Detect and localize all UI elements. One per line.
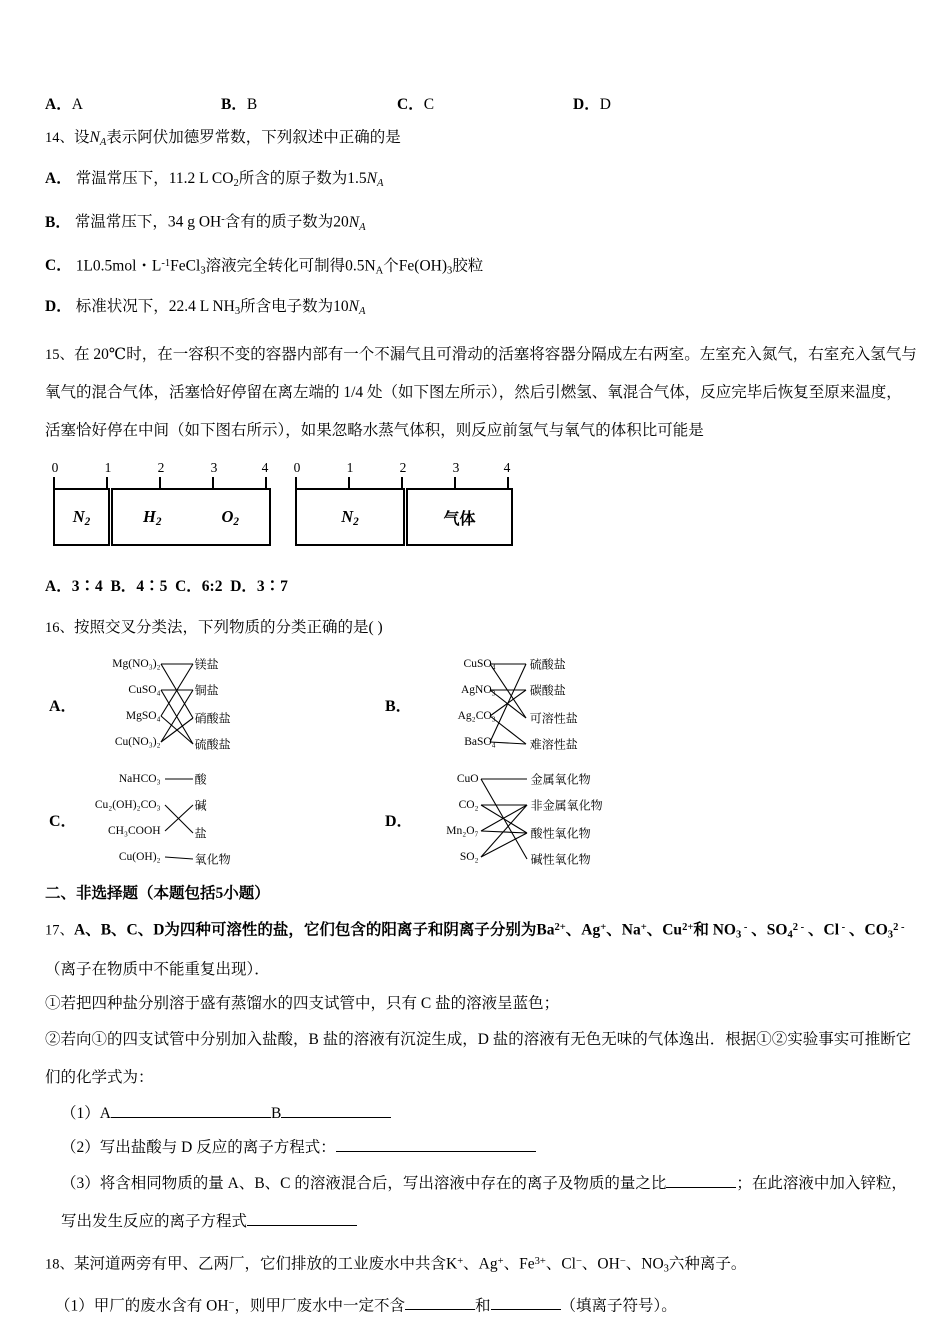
q16d-right-3: 碱性氧化物: [530, 852, 591, 867]
q17-item-2: ②若向①的四支试管中分别加入盐酸，B 盐的溶液有沉淀生成，D 盐的溶液有无色无味的气体逸出．根据①②实验事实可推断它们的化学式为：: [45, 1030, 912, 1086]
q16-option-c[interactable]: [49, 767, 279, 871]
question-18-stem: 18、某河道两旁有甲、乙两厂，它们排放的工业废水中共含K+、Ag+、$Fe^{3+}$、Cl−、OH−、$NO_3$六种离子。: [45, 1255, 747, 1275]
cell-formula: N: [72, 506, 85, 526]
q16-option-a[interactable]: [49, 652, 279, 756]
tick-label: 4: [503, 460, 511, 476]
q14-choice-c-letter: C．: [45, 257, 72, 275]
top-option-b-text: B: [246, 96, 258, 113]
q17-sub-2: [45, 1131, 917, 1165]
q16c-right-3: 氧化物: [194, 852, 231, 867]
q16-option-b[interactable]: [385, 652, 614, 756]
q18-sub-1: （1）甲厂的废水含有 OH−，则甲厂废水中一定不含 和 （填离子符号）。: [55, 1297, 677, 1315]
q14-symbol: N: [89, 129, 100, 146]
tick-label: 0: [293, 460, 301, 476]
q17-item-1: ①若把四种盐分别溶于盛有蒸馏水的四支试管中，只有 C 盐的溶液呈蓝色；: [45, 994, 560, 1012]
question-14-stem: [45, 120, 917, 161]
q17-sub3-b: ；在此溶液中加入锌粒，写出发生反应的离子方程式: [61, 1174, 907, 1230]
q16b-right-3: 难溶性盐: [529, 737, 578, 752]
q18-sub1-blank-b[interactable]: [491, 1309, 561, 1310]
q16d-left-3: SO₂: [459, 851, 479, 864]
q16c-left-0: NaHCO₃: [118, 773, 161, 786]
tick-mark: [53, 477, 55, 488]
q15-left-cell-n2: [55, 490, 108, 544]
q14-choice-b-symsub: A: [359, 221, 366, 233]
q14-choice-d-symsub: A: [358, 306, 366, 318]
q16b-right-1: 碳酸盐: [529, 683, 566, 698]
tick-mark: [507, 477, 509, 488]
q16b-left-3: BaSO₄: [464, 736, 496, 749]
q14-choice-a-sym: N: [366, 169, 377, 187]
top-option-d-text: D: [599, 96, 611, 113]
q16-option-a-tag: A．: [49, 697, 77, 715]
top-options-row: [45, 90, 917, 120]
q18-sub1-d: （填离子符号）。: [560, 1297, 677, 1315]
q14-choice-d[interactable]: [45, 289, 917, 330]
question-14-number: 14、: [45, 130, 74, 146]
tick-mark: [106, 477, 108, 488]
q16-option-c-diagram: [83, 767, 279, 871]
q17-sub1-blank-b[interactable]: [281, 1117, 391, 1118]
q14-choice-d-letter: D．: [45, 298, 72, 316]
tick-mark: [159, 477, 161, 488]
q16a-left-0: Mg(NO₃)₂: [112, 658, 161, 671]
cell-formula-sub: 2: [233, 515, 239, 528]
tick-mark: [295, 477, 297, 488]
q14-choice-c-sub4: 3: [447, 265, 453, 277]
q17-sub3-blank-b[interactable]: [247, 1225, 357, 1226]
q14-choice-c-sub2: 3: [200, 265, 206, 277]
q16b-left-2: Ag₂CO₃: [457, 710, 496, 723]
q16c-left-2: CH₃COOH: [107, 825, 161, 838]
q16d-right-2: 酸性氧化物: [530, 826, 591, 841]
q14-choice-d-sub1: 3: [234, 306, 241, 318]
q17-sub2-text: （2）写出盐酸与 D 反应的离子方程式：: [61, 1138, 336, 1156]
q14-choice-c-t4: 个Fe(OH): [383, 257, 447, 275]
q18-stem-a: 某河道两旁有甲、乙两厂，它们排放的工业废水中共含: [74, 1255, 447, 1273]
tick-mark: [265, 477, 267, 488]
q17-sub1-a: （1）A: [61, 1104, 111, 1122]
q16a-right-0: 镁盐: [194, 657, 219, 672]
q14-choice-b-sym: N: [348, 213, 360, 231]
tick-label: 2: [157, 460, 165, 476]
q15-stem-text: 在 20℃时，在一容积不变的容器内部有一个不漏气且可滑动的活塞将容器分隔成左右两室。左室充入氮气，右室充入氢气与氧气的混合气体，活塞恰好停留在离左端的 1/4 处（如下图左所示），然后引燃氢、氧混合气体，反应完毕后恢复至原来温度，活塞恰好停在中间（如下图右所示），如果忽略水蒸气体积，则反应前氢气与氧气的体积比可能是: [45, 346, 917, 440]
tick-mark: [212, 477, 214, 488]
question-16-number: 16、: [45, 620, 74, 637]
q17-sub1-blank-a[interactable]: [111, 1117, 271, 1118]
q16-option-d-tag: D．: [385, 812, 413, 830]
cell-formula-sub: 2: [155, 515, 162, 528]
q16a-right-2: 硝酸盐: [194, 711, 231, 726]
q18-sub1-a: （1）甲厂的废水含有 OH: [55, 1297, 229, 1315]
q14-choice-a-t2: 所含的原子数为1.5: [238, 169, 367, 187]
tick-label: 2: [399, 460, 407, 476]
q18-sub1-c: 和: [474, 1297, 491, 1315]
q16a-left-2: MgSO₄: [125, 710, 161, 723]
q15-choice-d-letter[interactable]: D．: [230, 578, 257, 596]
top-option-d-label: D．: [573, 96, 600, 113]
q14-choice-c-t1: 1L0.5mol・L: [75, 257, 162, 275]
q14-choice-d-sym: N: [348, 298, 359, 316]
q15-choice-a-text: 3∶4: [71, 578, 103, 596]
question-18-number: 18、: [45, 1256, 74, 1273]
q16b-left-0: CuSO₄: [463, 658, 496, 671]
q15-diagram-left: [53, 462, 271, 546]
top-option-b[interactable]: [221, 90, 397, 120]
q16c-right-0: 酸: [194, 772, 207, 787]
q14-choice-a-t1: 常温常压下，11.2 L CO: [75, 169, 234, 187]
q18-sub1-b: ，则甲厂废水中一定不含: [234, 1297, 405, 1315]
q17-sub1-b: B: [270, 1104, 282, 1122]
top-option-a-text: A: [71, 96, 83, 113]
q15-choice-b-text: 4∶5: [136, 578, 168, 596]
q14-stem-pre: 设: [74, 129, 90, 146]
q15-right-cell-gas: [408, 490, 511, 544]
q14-choice-a-sub1: 2: [233, 177, 239, 189]
top-option-a-label: A．: [45, 96, 72, 113]
top-option-a[interactable]: [45, 90, 221, 120]
q14-symbol-sub: A: [99, 136, 107, 148]
q17-sub2-blank[interactable]: [336, 1151, 536, 1152]
q16-option-b-tag: B．: [385, 697, 412, 715]
cell-formula-sub: 2: [353, 515, 359, 528]
q16-option-d[interactable]: [385, 767, 655, 871]
q14-choice-c[interactable]: [45, 246, 917, 290]
q14-choice-d-t2: 所含电子数为10: [240, 298, 349, 316]
q16-stem-text: 按照交叉分类法，下列物质的分类正确的是( ): [74, 619, 383, 637]
q16b-right-2: 可溶性盐: [529, 711, 578, 726]
q15-choices: [45, 570, 917, 604]
q14-choice-c-t5: 胶粒: [452, 257, 484, 275]
page-content: [45, 90, 917, 1323]
q17-sub3-a: （3）将含相同物质的量 A、B、C 的溶液混合后，写出溶液中存在的离子及物质的量之比: [61, 1174, 667, 1192]
q16-option-a-diagram: [83, 652, 279, 756]
crossline-svg: [418, 652, 614, 756]
q17-sub-3: [45, 1165, 917, 1241]
q16c-left-3: Cu(OH)₂: [118, 851, 161, 864]
q15-left-ruler: [53, 462, 271, 488]
tick-label: 1: [104, 460, 112, 476]
tick-mark: [401, 477, 403, 488]
top-option-c-text: C: [423, 96, 435, 113]
top-option-c[interactable]: [397, 90, 573, 120]
q14-choice-c-sup1: -1: [161, 257, 171, 269]
q16d-left-2: Mn₂O₇: [446, 825, 479, 838]
q17-line1-text: A、B、C、D为四种可溶性的盐，它们包含的阳离子和阴离子分别为: [74, 921, 537, 939]
q15-choice-c-letter[interactable]: C．: [175, 578, 202, 596]
q17-sub-1: [45, 1097, 917, 1131]
q16d-left-0: CuO: [456, 773, 479, 786]
cell-formula-sub: 2: [84, 515, 91, 528]
q14-choice-c-sub3: A: [375, 265, 384, 277]
q16c-right-2: 盐: [194, 826, 207, 841]
q14-choice-b-t1: 常温常压下，34 g OH: [74, 213, 222, 231]
q17-sub3-blank-a[interactable]: [666, 1187, 736, 1188]
cell-formula: N: [341, 506, 354, 526]
q15-left-cell-mixture: [113, 490, 269, 544]
q14-stem-post: 表示阿伏加德罗常数，下列叙述中正确的是: [106, 129, 401, 146]
question-15-number: 15、: [45, 347, 74, 364]
tick-label: 1: [346, 460, 354, 476]
q15-choice-c-text: 6:2: [201, 578, 223, 596]
q16c-left-1: Cu₂(OH)₂CO₃: [94, 799, 161, 812]
top-option-b-label: B．: [221, 96, 247, 113]
q16c-right-1: 碱: [194, 798, 207, 813]
q14-choice-a[interactable]: [45, 161, 917, 202]
section-2-heading: 二、非选择题（本题包括5小题）: [45, 885, 270, 903]
q14-choice-c-t2: FeCl: [170, 257, 201, 275]
tick-label: 3: [452, 460, 460, 476]
q14-choice-a-letter: A．: [45, 169, 72, 187]
q14-choice-c-t3: 溶液完全转化可制得0.5N: [205, 257, 376, 275]
question-17-number: 17、: [45, 922, 74, 939]
q16b-right-0: 硫酸盐: [529, 657, 566, 672]
q16a-left-3: Cu(NO₃)₂: [114, 736, 161, 749]
cell-formula: H: [143, 506, 156, 526]
question-16-stem: [45, 610, 917, 646]
q18-stem-b: 六种离子。: [668, 1255, 747, 1273]
q16a-left-1: CuSO₄: [128, 684, 161, 697]
q14-choice-a-symsub: A: [376, 177, 384, 189]
q14-choice-b-letter: B．: [45, 213, 71, 231]
q16-option-c-tag: C．: [49, 812, 77, 830]
top-option-d[interactable]: [573, 90, 749, 120]
q16d-right-1: 非金属氧化物: [530, 798, 603, 813]
cell-label: 气体: [443, 510, 476, 528]
tick-mark: [454, 477, 456, 488]
tick-mark: [348, 477, 350, 488]
q15-diagrams: [45, 462, 917, 554]
q15-choice-a-letter[interactable]: A．: [45, 578, 72, 596]
top-option-c-label: C．: [397, 96, 424, 113]
q15-right-ruler: [295, 462, 513, 488]
q16d-left-1: CO₂: [458, 799, 479, 812]
q17-line2: （离子在物质中不能重复出现）．: [45, 960, 270, 978]
q15-diagram-right: [295, 462, 513, 546]
q16a-right-1: 铜盐: [194, 683, 219, 698]
q15-choice-d-text: 3∶7: [256, 578, 288, 596]
q14-choice-d-t1: 标准状况下，22.4 L NH: [75, 298, 235, 316]
cell-formula: O: [221, 506, 234, 526]
q16-option-d-diagram: [419, 767, 655, 871]
question-17-line1: 17、A、B、C、D为四种可溶性的盐，它们包含的阳离子和阴离子分别为$Ba^{2+}$、Ag+、Na+、$Cu^{2+}$和 $NO_3$ - 、$SO_4^{2 -}$ 、Cl - 、$CO_3^{2 -}$: [45, 921, 905, 941]
q15-right-container: [295, 488, 513, 546]
q16a-right-3: 硫酸盐: [194, 737, 231, 752]
crossline-svg: [83, 767, 279, 871]
tick-label: 4: [261, 460, 269, 476]
q16-options-grid: [45, 652, 917, 877]
question-15-stem: [45, 336, 917, 450]
q14-choice-b[interactable]: [45, 202, 917, 246]
q16b-left-1: AgNO₃: [461, 684, 496, 697]
q16d-right-0: 金属氧化物: [530, 772, 591, 787]
q15-right-cell-n2: [297, 490, 403, 544]
q18-sub1-blank-a[interactable]: [405, 1309, 475, 1310]
q16-option-b-diagram: [418, 652, 614, 756]
tick-label: 0: [51, 460, 59, 476]
q15-left-container: [53, 488, 271, 546]
q14-choice-b-t2: 含有的质子数为20: [224, 213, 349, 231]
tick-label: 3: [210, 460, 218, 476]
q14-choice-b-sup1: -: [221, 213, 225, 225]
q15-choice-b-letter[interactable]: B．: [110, 578, 137, 596]
